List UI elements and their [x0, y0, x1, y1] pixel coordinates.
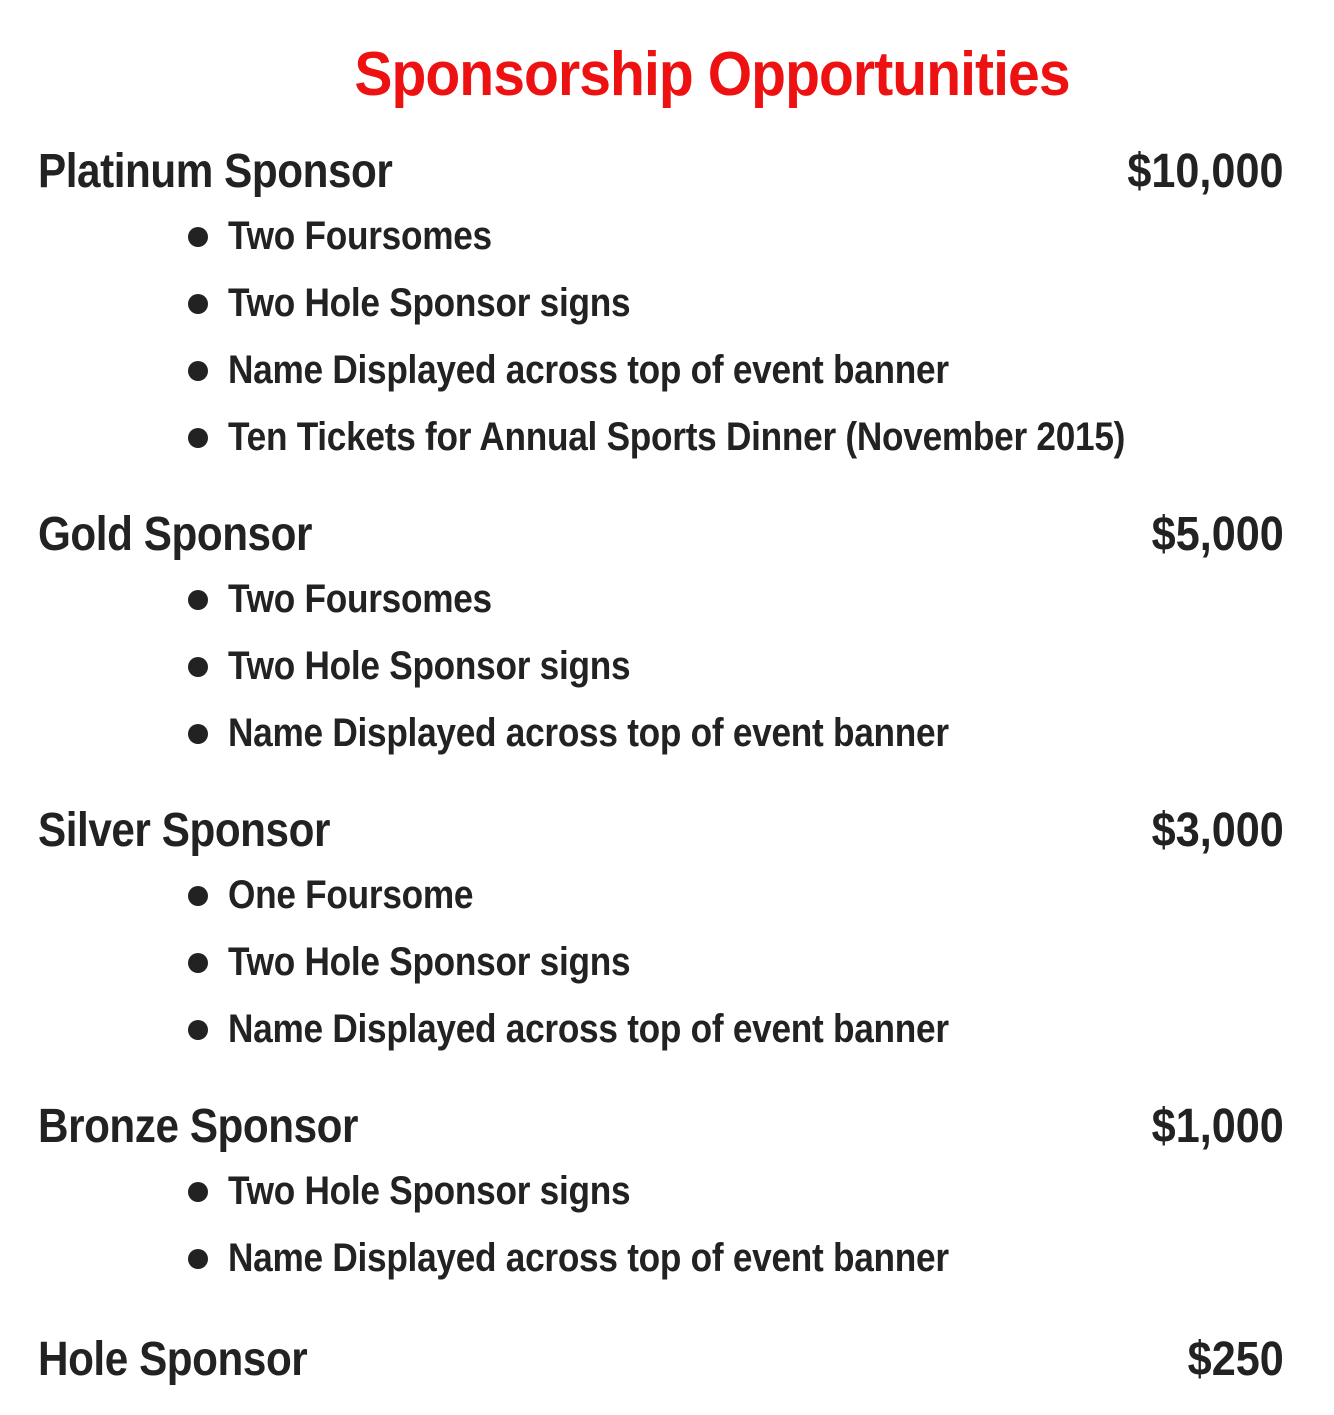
tier-header: [38, 801, 1292, 861]
bullet-icon: [188, 1020, 208, 1040]
bullet-icon: [188, 361, 208, 381]
bullet-icon: [188, 886, 208, 906]
benefit-item: [38, 1230, 1292, 1297]
tier-name: Bronze Sponsor: [38, 1100, 359, 1153]
bullet-icon: [188, 953, 208, 973]
benefit-text: One Foursome: [228, 873, 474, 917]
tier-price: $1,000: [1151, 1100, 1284, 1153]
benefit-text: Two Foursomes: [228, 577, 492, 621]
benefit-item: [38, 1163, 1292, 1230]
benefit-item: [38, 1001, 1292, 1068]
tier-name: Platinum Sponsor: [38, 145, 393, 198]
tier-price: $250: [1187, 1333, 1284, 1386]
tier-header: [38, 1097, 1292, 1157]
tier-hole: [38, 1330, 1292, 1390]
tier-name: Gold Sponsor: [38, 508, 312, 561]
benefit-item: [38, 275, 1292, 342]
tier-header: [38, 142, 1292, 202]
tier-gold: [38, 505, 1292, 772]
bullet-icon: [188, 294, 208, 314]
benefit-text: Two Hole Sponsor signs: [228, 940, 631, 984]
benefit-list: [38, 571, 1292, 772]
bullet-icon: [188, 227, 208, 247]
tier-header: [38, 505, 1292, 565]
benefit-text: Name Displayed across top of event banner: [228, 348, 949, 392]
tier-price: $5,000: [1151, 508, 1284, 561]
benefit-text: Two Hole Sponsor signs: [228, 1169, 631, 1213]
benefit-item: [38, 705, 1292, 772]
benefit-text: Ten Tickets for Annual Sports Dinner (November 2015): [228, 415, 1126, 459]
tier-platinum: [38, 142, 1292, 476]
benefit-item: [38, 934, 1292, 1001]
tier-name: Hole Sponsor: [38, 1333, 308, 1386]
benefit-list: [38, 1163, 1292, 1297]
bullet-icon: [188, 590, 208, 610]
benefit-text: Name Displayed across top of event banner: [228, 711, 949, 755]
tier-silver: [38, 801, 1292, 1068]
benefit-text: Two Foursomes: [228, 214, 492, 258]
benefit-text: Two Hole Sponsor signs: [228, 644, 631, 688]
tier-header: [38, 1330, 1292, 1390]
benefit-item: [38, 571, 1292, 638]
benefit-text: Two Hole Sponsor signs: [228, 281, 631, 325]
benefit-list: [38, 208, 1292, 476]
tier-price: $3,000: [1151, 804, 1284, 857]
benefit-text: Name Displayed across top of event banner: [228, 1236, 949, 1280]
benefit-text: Name Displayed across top of event banner: [228, 1007, 949, 1051]
benefit-item: [38, 409, 1292, 476]
bullet-icon: [188, 1249, 208, 1269]
benefit-item: [38, 638, 1292, 705]
bullet-icon: [188, 724, 208, 744]
tier-price: $10,000: [1127, 145, 1284, 198]
bullet-icon: [188, 657, 208, 677]
bullet-icon: [188, 1182, 208, 1202]
benefit-item: [38, 208, 1292, 275]
tier-bronze: [38, 1097, 1292, 1297]
benefit-item: [38, 867, 1292, 934]
page-title: Sponsorship Opportunities: [354, 40, 1070, 109]
benefit-item: [38, 342, 1292, 409]
benefit-list: [38, 867, 1292, 1068]
bullet-icon: [188, 428, 208, 448]
tier-name: Silver Sponsor: [38, 804, 330, 857]
